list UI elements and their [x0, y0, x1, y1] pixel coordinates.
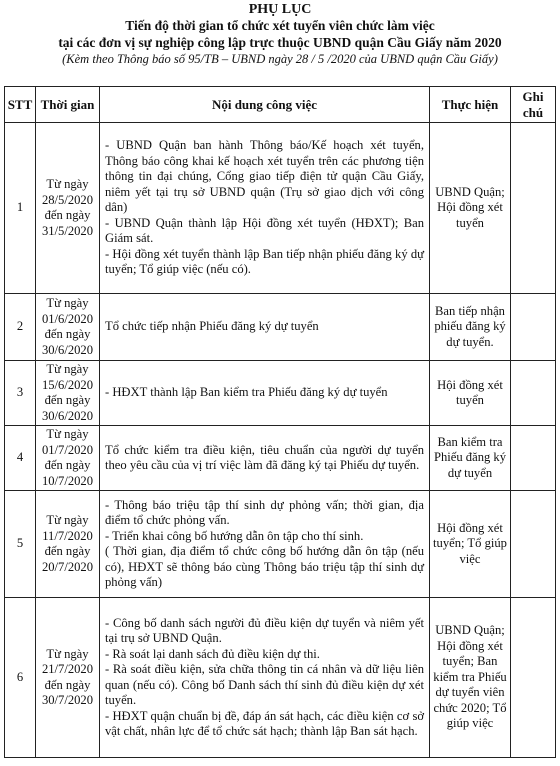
row-stt: 1 — [5, 123, 36, 294]
row-stt: 5 — [5, 491, 36, 598]
row-note — [511, 361, 556, 426]
table-row — [5, 294, 556, 361]
row-content — [100, 426, 430, 491]
table-row — [5, 123, 556, 294]
appendix-reference-note: (Kèm theo Thông báo số 95/TB – UBND ngày 28 / 5 /2020 của UBND quận Cầu Giấy) — [62, 52, 498, 66]
row-stt: 2 — [5, 294, 36, 361]
row-time: Từ ngày 01/7/2020 đến ngày 10/7/2020 — [36, 426, 100, 491]
table-row — [5, 426, 556, 491]
task-item: - HĐXT thành lập Ban kiểm tra Phiếu đăng ký dự tuyển — [105, 385, 388, 400]
table-row — [5, 491, 556, 598]
table-row — [5, 361, 556, 426]
row-content — [100, 598, 430, 758]
row-performer: UBND Quận; Hội đồng xét tuyển; Ban kiểm tra Phiếu dự tuyển viên chức 2020; Tổ giúp việc — [430, 598, 511, 758]
row-note — [511, 294, 556, 361]
row-time: Từ ngày 15/6/2020 đến ngày 30/6/2020 — [36, 361, 100, 426]
column-header-performer: Thực hiện — [430, 87, 511, 123]
row-note — [511, 426, 556, 491]
appendix-title: PHỤ LỤC — [248, 2, 312, 17]
row-stt: 6 — [5, 598, 36, 758]
row-content — [100, 294, 430, 361]
task-item: - Triển khai công bố hướng dẫn ôn tập cho thí sinh. — [105, 528, 364, 543]
row-note — [511, 123, 556, 294]
row-performer: Ban tiếp nhận phiếu đăng ký dự tuyển. — [430, 294, 511, 361]
row-performer: Hội đồng xét tuyển — [430, 361, 511, 426]
task-item: - HĐXT quận chuẩn bị đề, đáp án sát hạch, các điều kiện cơ sở vật chất, nhân lực để tổ chức sát hạch; thành lập Ban sát hạch. — [105, 708, 424, 738]
column-header-content: Nội dung công việc — [100, 87, 430, 123]
row-time: Từ ngày 28/5/2020 đến ngày 31/5/2020 — [36, 123, 100, 294]
row-note — [511, 491, 556, 598]
row-time: Từ ngày 01/6/2020 đến ngày 30/6/2020 — [36, 294, 100, 361]
row-stt: 3 — [5, 361, 36, 426]
task-item: Tổ chức kiểm tra điều kiện, tiêu chuẩn của người dự tuyển theo yêu cầu của vị trí việc làm đã đăng ký tại Phiếu dự tuyển. — [105, 442, 424, 472]
task-item: ( Thời gian, địa điểm tổ chức công bố hướng dẫn ôn tập (nếu có), HĐXT sẽ thông báo cùng Thông báo triệu tập thí sinh dự phỏng vấn) — [105, 544, 424, 589]
row-performer: Ban kiểm tra Phiếu đăng ký dự tuyển — [430, 426, 511, 491]
column-header-note: Ghi chú — [511, 87, 556, 123]
task-item: - Công bố danh sách người đủ điều kiện dự tuyển và niêm yết tại trụ sở UBND Quận. — [105, 615, 424, 645]
task-item: - Rà soát điều kiện, sửa chữa thông tin cá nhân và dữ liệu liên quan (nếu có). Công bố Danh sách thí sinh đủ điều kiện dự xét tuyển. — [105, 662, 424, 707]
task-item: - Rà soát lại danh sách đủ điều kiện dự thi. — [105, 646, 320, 661]
row-content — [100, 361, 430, 426]
table-header-row — [5, 87, 556, 123]
row-content — [100, 123, 430, 294]
task-item: - UBND Quận ban hành Thông báo/Kế hoạch xét tuyển, Thông báo công khai kế hoạch xét tuyển trên các phương tiện thông tin đại chúng, Cổng giao tiếp điện tử quận Cầu Giấy, niêm yết tại trụ sở UBND quận (Trụ sở giao dịch với công dân) — [105, 138, 424, 215]
task-item: Tổ chức tiếp nhận Phiếu đăng ký dự tuyển — [105, 319, 319, 334]
row-note — [511, 598, 556, 758]
row-performer: UBND Quận; Hội đồng xét tuyển — [430, 123, 511, 294]
appendix-subtitle-line-1: Tiến độ thời gian tổ chức xét tuyển viên chức làm việc — [125, 18, 435, 33]
task-item: - Hội đồng xét tuyển thành lập Ban tiếp nhận phiếu đăng ký dự tuyển; Tổ giúp việc (nếu có). — [105, 246, 424, 277]
row-content — [100, 491, 430, 598]
schedule-table — [4, 86, 556, 758]
appendix-subtitle-line-2: tại các đơn vị sự nghiệp công lập trực thuộc UBND quận Cầu Giấy năm 2020 — [58, 35, 502, 50]
row-performer: Hội đồng xét tuyển; Tổ giúp việc — [430, 491, 511, 598]
row-time: Từ ngày 11/7/2020 đến ngày 20/7/2020 — [36, 491, 100, 598]
column-header-stt: STT — [5, 87, 36, 123]
task-item: - Thông báo triệu tập thí sinh dự phỏng vấn; thời gian, địa điểm tổ chức phỏng vấn. — [105, 497, 424, 527]
column-header-time: Thời gian — [36, 87, 100, 123]
row-time: Từ ngày 21/7/2020 đến ngày 30/7/2020 — [36, 598, 100, 758]
task-item: - UBND Quận thành lập Hội đồng xét tuyển (HĐXT); Ban Giám sát. — [105, 215, 424, 246]
table-row — [5, 598, 556, 758]
row-stt: 4 — [5, 426, 36, 491]
